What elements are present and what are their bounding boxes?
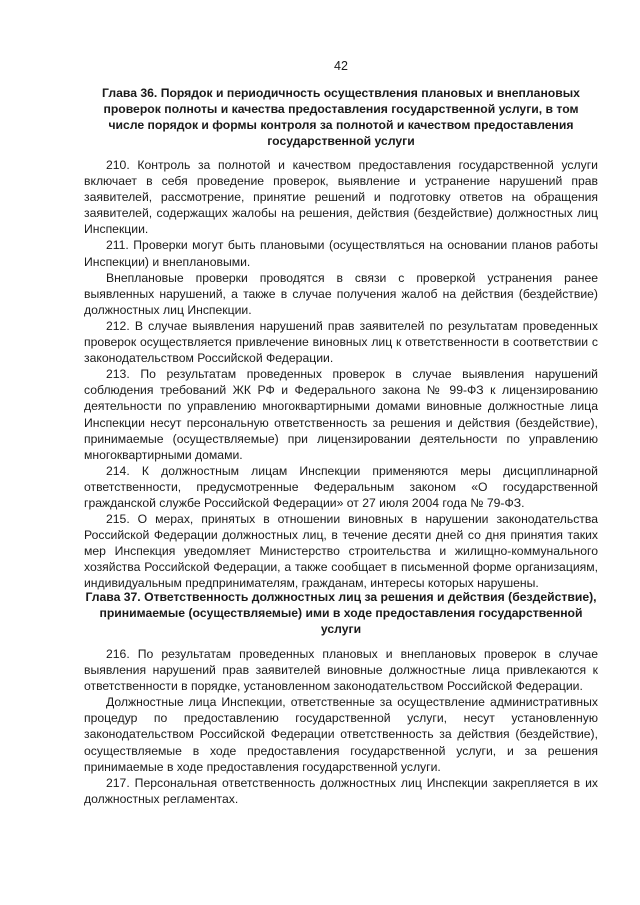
paragraph-214: 214. К должностным лицам Инспекции применяются меры дисциплинарной ответственности, предусмотренные Федеральным законом «О государственной гражданской службе Российской Федерации» от 27 июля 2004 года № 79-ФЗ.	[84, 463, 598, 510]
paragraph-217: 217. Персональная ответственность должностных лиц Инспекции закрепляется в их должностных регламентах.	[84, 775, 598, 806]
chapter-36-body	[84, 157, 598, 592]
paragraph-213: 213. По результатам проведенных проверок в случае выявления нарушений соблюдения требований ЖК РФ и Федерального закона № 99-ФЗ к лицензированию деятельности по управлению многоквартирными домами виновные должностные лица Инспекции несут персональную ответственность за решения и действия (бездействие), принимаемые (осуществляемые) при лицензировании деятельности по управлению многоквартирными домами.	[84, 367, 598, 462]
chapter-36-heading: Глава 36. Порядок и периодичность осуществления плановых и внеплановых проверок полноты и качества предоставления государственной услуги, в том числе порядок и формы контроля за полнотой и качеством предоставления государственной услуги	[102, 86, 580, 148]
paragraph-216: 216. По результатам проведенных плановых и внеплановых проверок в случае выявления нарушений прав заявителей виновные должностные лица привлекаются к ответственности в порядке, установленном законодательством Российской Федерации.	[84, 647, 598, 694]
chapter-37-heading: Глава 37. Ответственность должностных лиц за решения и действия (бездействие), принимаемые (осуществляемые) ими в ходе предоставления государственной услуги	[85, 590, 597, 636]
paragraph-211: 211. Проверки могут быть плановыми (осуществляться на основании планов работы Инспекции) и внеплановыми.	[84, 238, 598, 269]
paragraph-211-unscheduled: Внеплановые проверки проводятся в связи с проверкой устранения ранее выявленных нарушений, а также в случае получения жалоб на действия (бездействие) должностных лиц Инспекции.	[84, 270, 598, 317]
paragraph-210: 210. Контроль за полнотой и качеством предоставления государственной услуги включает в себя проведение проверок, выявление и устранение нарушений прав заявителей, рассмотрение, принятие решений и подготовку ответов на обращения заявителей, содержащих жалобы на решения, действия (бездействие) должностных лиц Инспекции.	[84, 158, 598, 237]
document-page	[84, 0, 598, 905]
chapter-37-body	[84, 646, 598, 807]
paragraph-215: 215. О мерах, принятых в отношении виновных в нарушении законодательства Российской Федерации должностных лиц, в течение десяти дней со дня принятия таких мер Инспекция уведомляет Министерство строительства и жилищно-коммунального хозяйства Российской Федерации, а также сообщает в письменной форме организациям, индивидуальным предпринимателям, гражданам, интересы которых нарушены.	[84, 512, 598, 591]
page-number: 42	[334, 59, 348, 73]
paragraph-212: 212. В случае выявления нарушений прав заявителей по результатам проведенных проверок осуществляется привлечение виновных лиц к ответственности в соответствии с законодательством Российской Федерации.	[84, 318, 598, 366]
paragraph-216-officials: Должностные лица Инспекции, ответственные за осуществление административных процедур по предоставлению государственной услуги, несут установленную законодательством Российской Федерации ответственность за действия (бездействие), осуществляемые в ходе предоставления государственной услуги, и за решения принимаемые в ходе предоставления государственной услуги.	[84, 695, 598, 774]
